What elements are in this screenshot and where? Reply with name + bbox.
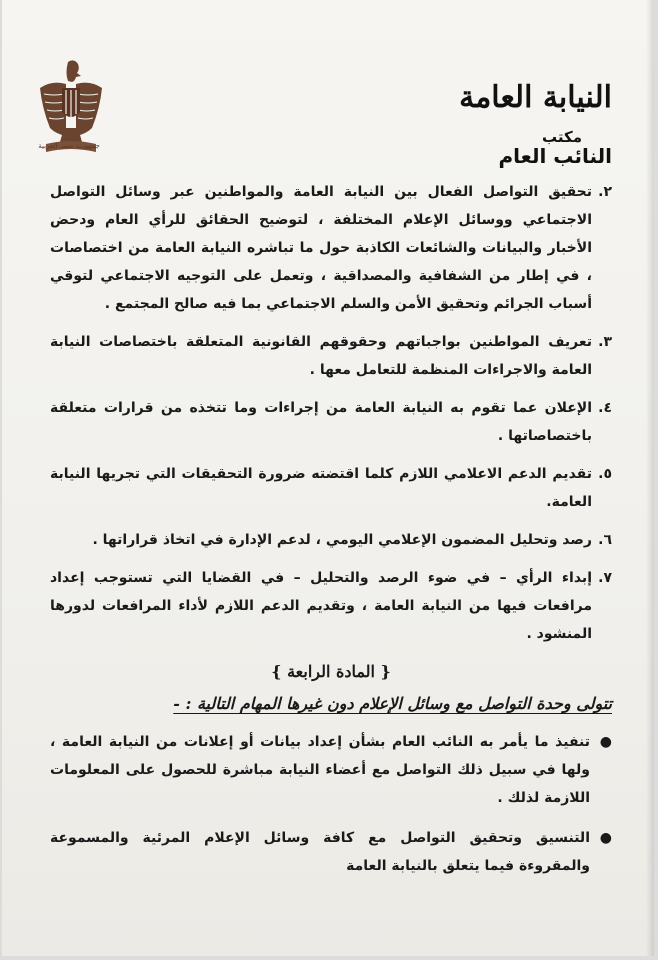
item-text: تقديم الدعم الاعلامي اللازم كلما اقتضته ضرورة التحقيقات التي تجريها النيابة العامة. — [50, 466, 592, 510]
item-text: رصد وتحليل المضمون الإعلامي اليومي ، لدعم الإدارة في اتخاذ قراراتها . — [92, 532, 592, 548]
emblem-caption: جمهورية مصر العربية — [38, 142, 100, 150]
item-number: ٧. — [598, 570, 612, 586]
list-item — [50, 460, 612, 516]
office-name: النائب العام — [498, 144, 612, 168]
item-text: إبداء الرأي – في ضوء الرصد والتحليل – في القضايا التي تستوجب إعداد مرافعات فيها من النيابة العامة ، وتقديم الدعم اللازم لأداء المرافعات لدورها المنشود . — [50, 570, 592, 642]
office-label: مكتب — [541, 128, 582, 146]
bullet-dot-icon: ● — [599, 830, 612, 846]
article-title: { المادة الرابعة } — [271, 662, 391, 681]
item-text: الإعلان عما تقوم به النيابة العامة من إجراءات وما تتخذه من قرارات متعلقة باختصاصاتها . — [50, 400, 592, 444]
list-item — [50, 564, 612, 648]
item-text: تعريف المواطنين بواجباتهم وحقوقهم القانونية المتعلقة باختصاصات النيابة العامة والاجراءات المنظمة للتعامل معها . — [50, 334, 592, 378]
list-item — [50, 526, 612, 554]
item-text: تحقيق التواصل الفعال بين النيابة العامة والمواطنين عبر وسائل التواصل الاجتماعي ووسائل الإعلام المختلفة ، لتوضيح الحقائق للرأي العام ودحض الأخبار والبيانات والشائعات الكاذبة حول ما تباشره النيابة العامة من اختصاصات ، في إطار من الشفافية والمصداقية ، وتعمل على التوجيه الاجتماعي لتوقي أسباب الجرائم وتحقيق الأمن والسلم الاجتماعي بما فيه صالح المجتمع . — [50, 184, 592, 312]
bullet-item — [50, 728, 612, 812]
item-number: ٤. — [598, 400, 612, 416]
bullet-text: تنفيذ ما يأمر به النائب العام بشأن إعداد بيانات أو إعلانات من النيابة العامة ، ولها في سبيل ذلك التواصل مع أعضاء النيابة مباشرة للحصول على المعلومات اللازمة لذلك . — [50, 734, 590, 806]
list-item — [50, 394, 612, 450]
article-subheading: تتولى وحدة التواصل مع وسائل الإعلام دون غيرها المهام التالية : - — [173, 694, 612, 713]
page-edge-shadow — [646, 0, 654, 956]
bullet-dot-icon: ● — [599, 734, 612, 750]
item-number: ٢. — [598, 184, 612, 200]
item-number: ٣. — [598, 334, 612, 350]
bullet-text: التنسيق وتحقيق التواصل مع كافة وسائل الإعلام المرئية والمسموعة والمقروءة فيما يتعلق بالنيابة العامة — [50, 830, 590, 874]
item-number: ٥. — [598, 466, 612, 482]
list-item — [50, 178, 612, 318]
document-page — [2, 0, 654, 956]
bullet-item — [50, 824, 612, 880]
item-number: ٦. — [598, 532, 612, 548]
list-item — [50, 328, 612, 384]
document-body — [50, 178, 612, 892]
office-title: النيابة العامة — [459, 80, 612, 115]
